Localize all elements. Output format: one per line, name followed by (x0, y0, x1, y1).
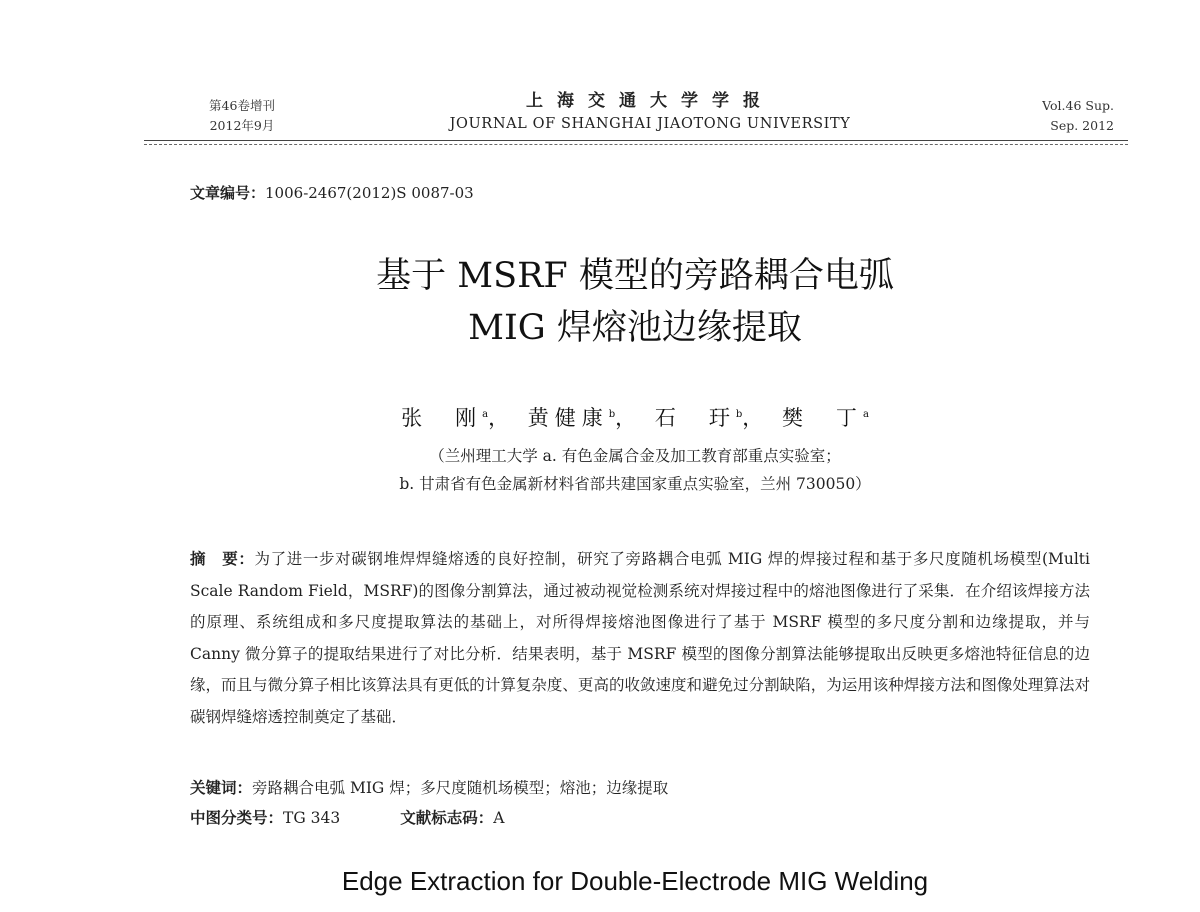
header-right (1004, 96, 1114, 136)
date-cn: 2012年9月 (209, 118, 275, 133)
journal-masthead (400, 90, 900, 134)
volume-issue-cn: 第46卷增刊 (209, 98, 275, 113)
paper-title-line1: 基于 MSRF 模型的旁路耦合电弧 (376, 256, 894, 296)
article-number-label: 文章编号： (190, 184, 266, 202)
article-number (190, 182, 474, 203)
keywords-value: 旁路耦合电弧 MIG 焊；多尺度随机场模型；熔池；边缘提取 (252, 779, 669, 797)
clc-value: TG 343 (283, 809, 341, 827)
affiliation-line1: （兰州理工大学 a. 有色金属合金及加工教育部重点实验室； (429, 447, 841, 465)
journal-name-cn: 上海交通大学学报 (526, 91, 774, 111)
keywords-label: 关键词： (190, 779, 253, 797)
abstract-text: 为了进一步对碳钢堆焊焊缝熔透的良好控制，研究了旁路耦合电弧 MIG 焊的焊接过程和基于多尺度随机场模型(Multi Scale Random Field，MSRF)的图像分割算法，通过被动视觉检测系统对焊接过程中的熔池图像进行了采集．在介绍该焊接方法的原理、系统组成和多尺度提取算法的基础上，对所得焊接熔池图像进行了基于 MSRF 模型的多尺度分割和边缘提取，并与 Canny 微分算子的提取结果进行了对比分析．结果表明，基于 MSRF 模型的图像分割算法能够提取出反映更多熔池特征信息的边缘，而且与微分算子相比该算法具有更低的计算复杂度、更高的收敛速度和避免过分割缺陷，为运用该种焊接方法和图像处理算法对碳钢焊缝熔透控制奠定了基础． (190, 550, 1090, 726)
affiliation-line2: b. 甘肃省有色金属新材料省部共建国家重点实验室，兰州 730050） (399, 475, 871, 493)
paper-title-line2: MIG 焊熔池边缘提取 (468, 308, 802, 348)
paper-title (200, 250, 1070, 354)
keywords (190, 776, 668, 798)
abstract-label: 摘 要： (190, 550, 255, 568)
article-number-value: 1006-2467(2012)S 0087-03 (265, 184, 474, 202)
doc-code-value: A (493, 809, 505, 827)
author-list (200, 402, 1070, 432)
abstract (190, 544, 1090, 733)
author: 石 玗$^b$， (654, 406, 770, 430)
author: 黄健康$^b$， (527, 406, 643, 430)
affiliations (200, 442, 1070, 498)
doc-code-label: 文献标志码： (400, 809, 494, 827)
header-left (172, 96, 312, 136)
classification (190, 806, 504, 828)
volume-issue-en: Vol.46 Sup. (1042, 98, 1114, 113)
author: 樊 丁$^a$ (781, 406, 869, 430)
header-rule-dashed (144, 144, 1128, 145)
author: 张 刚$^a$， (401, 406, 516, 430)
english-title: Edge Extraction for Double-Electrode MIG Welding (341, 866, 929, 896)
clc-label: 中图分类号： (190, 809, 284, 827)
date-en: Sep. 2012 (1050, 118, 1114, 133)
journal-name-en: JOURNAL OF SHANGHAI JIAOTONG UNIVERSITY (449, 116, 851, 132)
header-rule (144, 140, 1128, 141)
